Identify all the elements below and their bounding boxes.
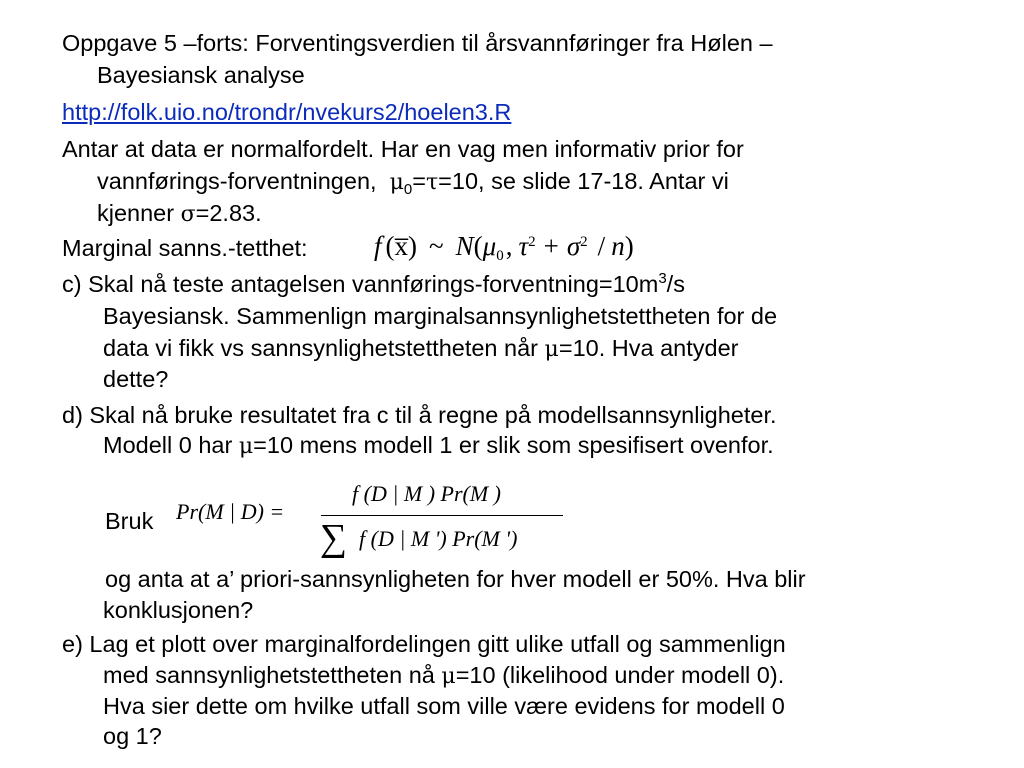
denominator-text: f (D | M ') Pr(M ') [359, 526, 518, 551]
sigma-symbol: σ [566, 231, 581, 261]
marginal-label: Marginal sanns.-tetthet: [62, 235, 308, 261]
intro-text: =2.83. [195, 200, 262, 226]
mu-symbol: μ [238, 434, 254, 459]
mu-symbol: μ [544, 337, 559, 362]
intro-line-1: Antar at data er normalfordelt. Har en vag men informativ prior for [62, 136, 744, 162]
slash: / [597, 231, 606, 261]
mu-symbol: μ [482, 231, 497, 261]
paren-close: ) [624, 231, 634, 261]
normal-symbol: N [455, 231, 474, 261]
intro-text: kjenner [97, 200, 181, 226]
part-c-line-4: dette? [103, 366, 169, 392]
cubic-exponent: 3 [658, 270, 667, 287]
part-e-text: med sannsynlighetstettheten nå [103, 662, 442, 688]
part-d-line-2 [103, 429, 774, 463]
summation-symbol [320, 516, 347, 560]
f-symbol: f [374, 231, 382, 261]
part-c-text: =10. Hva antyder [558, 335, 739, 361]
equals-sign: = [412, 168, 426, 194]
marginal-density-formula [374, 228, 634, 264]
plus-sign: + [543, 231, 559, 261]
numerator-text: f (D | M ) Pr(M ) [352, 481, 502, 506]
mu-subscript: 0 [403, 181, 413, 198]
part-c-text: data vi fikk vs sannsynlighetstettheten når [103, 335, 545, 361]
posterior-lhs: Pr(M | D) = [176, 499, 285, 524]
paren-open: ( [473, 231, 483, 261]
fraction-bar [321, 515, 563, 516]
mu-symbol: μ [389, 170, 404, 195]
part-c-line-3 [103, 332, 738, 366]
part-d-line-5: konklusjonen? [103, 597, 254, 623]
part-d-line-4: og anta at a’ priori-sannsynligheten for hver modell er 50%. Hva blir [105, 566, 806, 592]
intro-text: =10, se slide 17-18. Antar vi [438, 168, 729, 194]
tilde-symbol: ~ [429, 231, 444, 261]
part-c-text: /s [666, 271, 685, 297]
part-e-line-1: e) Lag et plott over marginalfordelingen gitt ulike utfall og sammenlign [62, 631, 786, 657]
intro-line-2 [97, 165, 729, 199]
square-exponent: 2 [580, 234, 588, 250]
script-link[interactable]: http://folk.uio.no/trondr/nvekurs2/hoelen3.R [62, 99, 512, 125]
bruk-label: Bruk [105, 508, 154, 534]
part-e-line-3: Hva sier dette om hvilke utfall som ville være evidens for modell 0 [103, 693, 785, 719]
bayes-denominator [359, 524, 517, 554]
part-e-line-2 [103, 659, 784, 693]
part-c-text: c) Skal nå teste antagelsen vannførings-forventning=10m [62, 271, 659, 297]
part-c-line-1 [62, 268, 685, 300]
part-d-line-1: d) Skal nå bruke resultatet fra c til å regne på modellsannsynligheter. [62, 402, 777, 428]
title-line-2: Bayesiansk analyse [97, 62, 305, 88]
sigma-symbol: σ [180, 202, 196, 227]
xbar-argument: (x̅) [385, 231, 417, 261]
intro-line-3 [97, 197, 262, 231]
part-d-text: =10 mens modell 1 er slik som spesifisert ovenfor. [253, 432, 774, 458]
bayes-formula-lhs [176, 496, 284, 528]
n-symbol: n [611, 231, 625, 261]
title-line-1: Oppgave 5 –forts: Forventingsverdien til årsvannføringer fra Hølen – [62, 30, 773, 56]
mu-symbol: μ [441, 664, 456, 689]
comma: , [505, 231, 513, 261]
bayes-numerator [352, 480, 501, 508]
intro-text: vannførings-forventningen, [97, 168, 377, 194]
tau-symbol: τ [518, 231, 529, 261]
part-e-line-4: og 1? [103, 723, 162, 749]
square-exponent: 2 [528, 234, 536, 250]
mu-subscript: 0 [496, 248, 504, 264]
part-e-text: =10 (likelihood under modell 0). [455, 662, 785, 688]
tau-symbol: τ [426, 170, 439, 195]
sum-icon: ∑ [320, 517, 348, 559]
part-c-line-2: Bayesiansk. Sammenlign marginalsannsynlighetstettheten for de [103, 303, 778, 329]
part-d-text: Modell 0 har [103, 432, 239, 458]
